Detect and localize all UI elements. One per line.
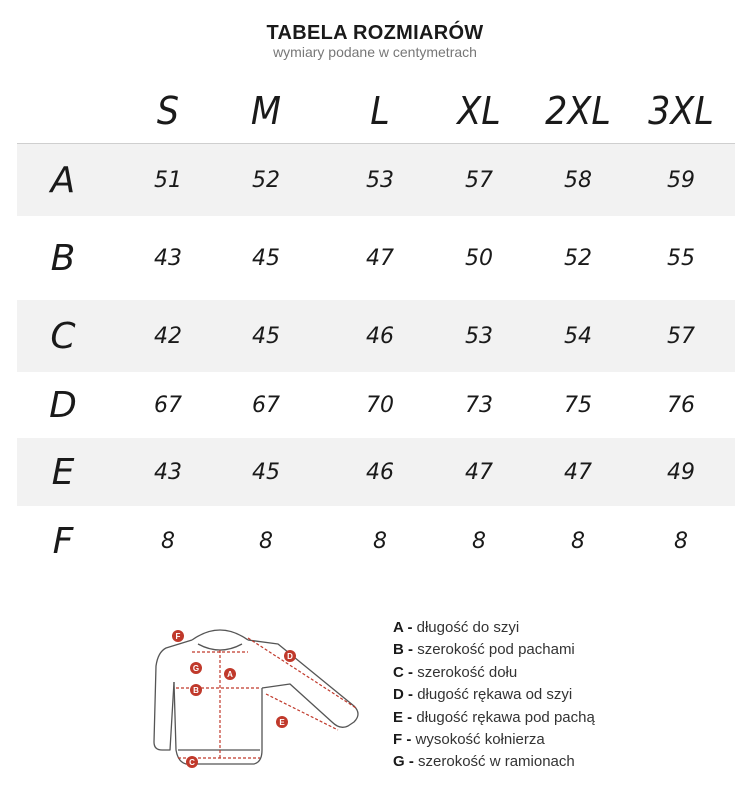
svg-text:E: E bbox=[279, 718, 285, 727]
table-row bbox=[17, 438, 735, 506]
legend-sep: - bbox=[403, 619, 417, 636]
table-cell: 52 bbox=[252, 167, 280, 193]
legend-item bbox=[393, 731, 723, 753]
marker-e-icon bbox=[276, 716, 288, 728]
table-cell: 55 bbox=[667, 245, 695, 271]
size-header-row bbox=[17, 78, 735, 144]
legend-key: D bbox=[393, 686, 404, 704]
legend-sep: - bbox=[403, 708, 417, 726]
table-cell: 50 bbox=[465, 245, 493, 271]
size-header-l: L bbox=[370, 88, 390, 133]
table-row bbox=[17, 216, 735, 300]
legend-item bbox=[393, 619, 723, 641]
body-outline bbox=[174, 682, 262, 764]
legend-item bbox=[393, 709, 723, 731]
legend-key: E bbox=[393, 708, 404, 726]
table-row bbox=[17, 300, 735, 372]
table-cell: 42 bbox=[154, 323, 182, 349]
table-cell: 8 bbox=[472, 528, 486, 554]
marker-a-icon bbox=[224, 668, 236, 680]
garment-diagram bbox=[140, 622, 380, 787]
svg-text:G: G bbox=[192, 664, 200, 673]
marker-f-icon bbox=[172, 630, 184, 642]
table-cell: 8 bbox=[259, 528, 273, 554]
legend-item bbox=[393, 753, 723, 775]
left-sleeve-outline bbox=[154, 640, 192, 750]
table-cell: 47 bbox=[366, 245, 394, 271]
svg-text:B: B bbox=[193, 686, 199, 695]
collar-outline bbox=[192, 630, 248, 640]
row-label: F bbox=[52, 520, 74, 562]
collar-inner bbox=[198, 644, 242, 650]
sweatshirt-illustration bbox=[140, 622, 380, 787]
table-cell: 57 bbox=[465, 167, 493, 193]
row-label: C bbox=[50, 315, 76, 357]
table-row bbox=[17, 506, 735, 576]
table-cell: 57 bbox=[667, 323, 695, 349]
legend-text: długość do szyi bbox=[416, 619, 520, 636]
table-cell: 49 bbox=[667, 459, 695, 485]
row-label: D bbox=[49, 384, 77, 426]
legend-item bbox=[393, 664, 723, 686]
legend-sep: - bbox=[404, 753, 419, 771]
table-cell: 47 bbox=[564, 459, 592, 485]
size-header-2xl: 2XL bbox=[545, 88, 611, 133]
svg-text:A: A bbox=[227, 670, 233, 679]
legend-item bbox=[393, 686, 723, 708]
row-label: E bbox=[51, 451, 75, 493]
measurement-legend bbox=[393, 619, 723, 776]
legend-text: szerokość w ramionach bbox=[418, 753, 575, 771]
legend-text: szerokość dołu bbox=[417, 663, 518, 681]
size-header-3xl: 3XL bbox=[648, 88, 714, 133]
table-cell: 43 bbox=[154, 459, 182, 485]
table-cell: 58 bbox=[564, 167, 592, 193]
legend-key: B bbox=[393, 641, 404, 659]
legend-sep: - bbox=[403, 663, 418, 681]
row-label: A bbox=[50, 159, 76, 201]
legend-sep: - bbox=[403, 641, 418, 659]
marker-b-icon bbox=[190, 684, 202, 696]
table-cell: 8 bbox=[571, 528, 585, 554]
table-cell: 45 bbox=[252, 459, 280, 485]
table-cell: 67 bbox=[252, 392, 280, 418]
table-cell: 46 bbox=[366, 459, 394, 485]
legend-key: F bbox=[393, 730, 403, 748]
table-cell: 46 bbox=[366, 323, 394, 349]
table-cell: 70 bbox=[366, 392, 394, 418]
size-header-s: S bbox=[156, 88, 180, 133]
marker-c-icon bbox=[186, 756, 198, 768]
legend-text: długość rękawa pod pachą bbox=[416, 708, 595, 726]
table-cell: 53 bbox=[366, 167, 394, 193]
table-cell: 45 bbox=[252, 245, 280, 271]
legend-key: C bbox=[393, 663, 404, 681]
table-cell: 8 bbox=[373, 528, 387, 554]
svg-text:C: C bbox=[189, 758, 195, 767]
table-cell: 73 bbox=[465, 392, 493, 418]
legend-item bbox=[393, 641, 723, 663]
table-cell: 53 bbox=[465, 323, 493, 349]
table-cell: 75 bbox=[564, 392, 592, 418]
page-title: TABELA ROZMIARÓW bbox=[266, 22, 484, 44]
table-cell: 76 bbox=[667, 392, 695, 418]
measure-line-d bbox=[248, 638, 356, 708]
legend-text: szerokość pod pachami bbox=[417, 641, 575, 659]
table-cell: 8 bbox=[161, 528, 175, 554]
table-cell: 47 bbox=[465, 459, 493, 485]
page-subtitle: wymiary podane w centymetrach bbox=[273, 44, 477, 60]
svg-text:D: D bbox=[287, 652, 293, 661]
table-cell: 43 bbox=[154, 245, 182, 271]
table-cell: 59 bbox=[667, 167, 695, 193]
marker-g-icon bbox=[190, 662, 202, 674]
row-label: B bbox=[50, 237, 76, 279]
table-cell: 51 bbox=[154, 167, 182, 193]
table-cell: 45 bbox=[252, 323, 280, 349]
svg-text:F: F bbox=[175, 632, 181, 641]
right-sleeve-outline bbox=[248, 640, 358, 727]
table-row bbox=[17, 144, 735, 216]
table-cell: 54 bbox=[564, 323, 592, 349]
legend-text: długość rękawa od szyi bbox=[417, 686, 573, 704]
table-cell: 52 bbox=[564, 245, 592, 271]
table-row bbox=[17, 372, 735, 438]
legend-sep: - bbox=[403, 686, 418, 704]
size-table bbox=[17, 78, 735, 576]
size-header-xl: XL bbox=[457, 88, 501, 133]
table-cell: 8 bbox=[674, 528, 688, 554]
table-cell: 67 bbox=[154, 392, 182, 418]
marker-d-icon bbox=[284, 650, 296, 662]
legend-text: wysokość kołnierza bbox=[415, 730, 545, 748]
legend-key: A bbox=[393, 619, 404, 636]
legend-key: G bbox=[393, 753, 405, 771]
size-header-m: M bbox=[250, 88, 282, 133]
legend-sep: - bbox=[402, 730, 416, 748]
